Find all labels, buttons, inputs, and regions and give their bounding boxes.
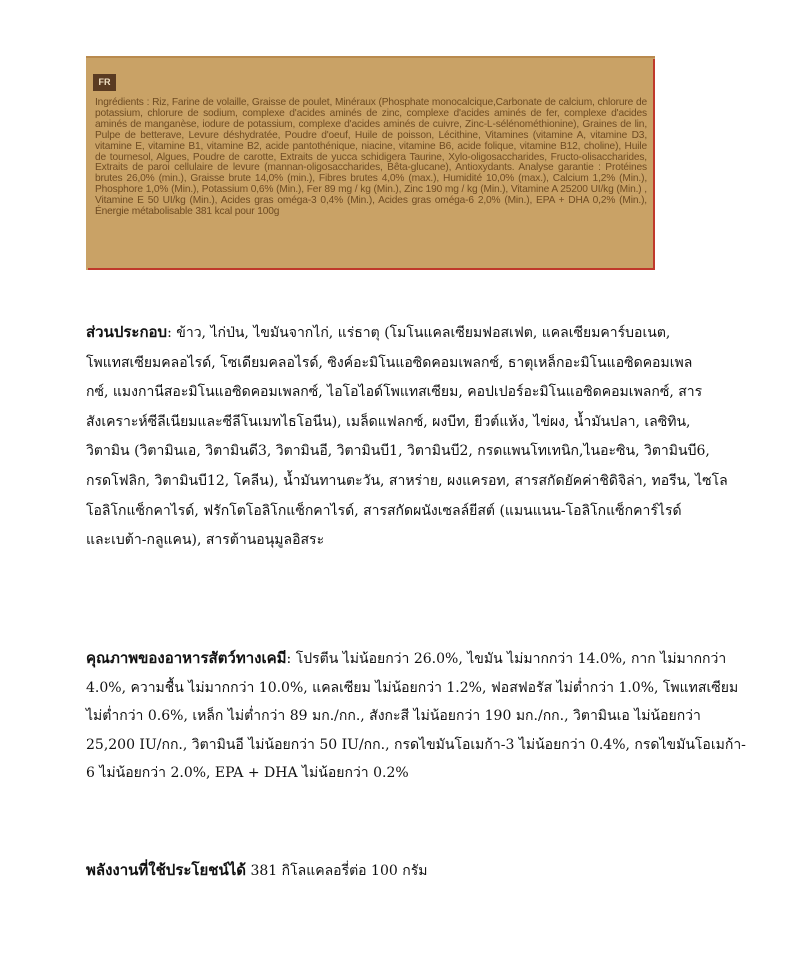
quality-line: ไม่ต่ำกว่า 0.6%, เหล็ก ไม่ต่ำกว่า 89 มก./กก., สังกะสี ไม่น้อยกว่า 190 มก./กก., วิตามินเอ ไม่น้อยกว่า: [86, 708, 701, 725]
energy-section: [86, 856, 746, 885]
ingredients-line: โอลิโกแซ็กคาไรด์, ฟรักโตโอลิโกแซ็กคาไรด์, สารสกัดผนังเซลล์ยีสต์ (แมนแนน-โอลิโกแซ็กคาร์ไรด์: [86, 502, 682, 519]
ingredients-line: ส่วนประกอบ: ข้าว, ไก่ป่น, ไขมันจากไก่, แร่ธาตุ (โมโนแคลเซียมฟอสเฟต, แคลเซียมคาร์บอเนต,: [86, 323, 671, 341]
french-label-image: [86, 56, 655, 270]
ingredients-line: วิตามิน (วิตามินเอ, วิตามินดี3, วิตามินอี, วิตามินบี1, วิตามินบี2, กรดแพนโทเทนิก,ไนอะซิน, วิตามินบี6,: [86, 443, 710, 460]
ingredients-line: กรดโฟลิก, วิตามินบี12, โคลีน), น้ำมันทานตะวัน, สาหร่าย, ผงแครอท, สารสกัดยัคค่าชิดิจิล่า, ทอรีน, ไซโล: [86, 472, 728, 489]
ingredients-line: กซ์, แมงกานีสอะมิโนแอซิดคอมเพลกซ์, ไอโอไอด์โพแทสเซียม, คอปเปอร์อะมิโนแอซิดคอมเพลกซ์, สาร: [86, 384, 703, 401]
quality-line: 4.0%, ความชื้น ไม่มากกว่า 10.0%, แคลเซียม ไม่น้อยกว่า 1.2%, ฟอสฟอรัส ไม่ต่ำกว่า 1.0%, โพแทสเซียม: [86, 679, 739, 696]
quality-line: 6 ไม่น้อยกว่า 2.0%, EPA + DHA ไม่น้อยกว่า 0.2%: [86, 765, 409, 782]
ingredients-heading: ส่วนประกอบ: [86, 323, 168, 341]
chemical-quality-section: [86, 644, 746, 788]
quality-line: คุณภาพของอาหารสัตว์ทางเคมี: โปรตีน ไม่น้อยกว่า 26.0%, ไขมัน ไม่มากกว่า 14.0%, กาก ไม่มากกว่า: [86, 649, 727, 667]
ingredients-line: และเบต้า-กลูแคน), สารต้านอนุมูลอิสระ: [86, 532, 325, 549]
ingredients-line: โพแทสเซียมคลอไรด์, โซเดียมคลอไรด์, ซิงค์อะมิโนแอซิดคอมเพลกซ์, ธาตุเหล็กอะมิโนแอซิดคอมเพล: [86, 354, 693, 371]
energy-heading: พลังงานที่ใช้ประโยชน์ได้: [86, 861, 246, 879]
energy-line: [86, 856, 746, 885]
french-ingredients-text: Ingrédients : Riz, Farine de volaille, Graisse de poulet, Minéraux (Phosphate monocalcique,Carbonate de calcium, chlorure de potassium, chlorure de sodium, complexe d'acides aminés de zinc, complexe d'acides aminés de fer, complexe d'acides aminés de manganèse, iodure de potassium, complexe d'acides aminés de cuivre, Zinc-L-sélénométhionine), Graines de lin, Pulpe de betterave, Levure déshydratée, Poudre d'oeuf, Huile de poisson, Lécithine, Vitamines (vitamine A, vitamine D3, vitamine E, vitamine B1, vitamine B2, acide pantothénique, niacine, vitamine B6, acide folique, vitamine B12, choline), Huile de tournesol, Algues, Poudre de carotte, Extraits de yucca schidigera Taurine, Xylo-oligosaccharides, Fructo-olisaccharides, Extraits de paroi cellulaire de levure (mannan-oligosaccharides, Bêta-glucane), Antioxydants. Analyse garantie : Protéines brutes 26,0% (min.), Graisse brute 14,0% (min.), Fibres brutes 4,0% (max.), Humidité 10,0% (max.), Calcium 1,2% (Min.), Phosphore 1,0% (Min.), Potassium 0,6% (Min.), Fer 89 mg / kg (Min.), Zinc 190 mg / kg (Min.), Vitamine A 25200 UI/kg (Min.) , Vitamine E 50 UI/kg (Min.), Acides gras oméga-3 0,4% (Min.), Acides gras oméga-6 2,0% (Min.), EPA + DHA 0,2% (Min.), Énergie métabolisable 381 kcal pour 100g: [95, 97, 647, 218]
energy-value: 381 กิโลแคลอรี่ต่อ 100 กรัม: [246, 863, 428, 879]
quality-heading: คุณภาพของอาหารสัตว์ทางเคมี: [86, 649, 287, 667]
language-badge: FR: [93, 74, 116, 91]
ingredients-section: [86, 318, 746, 556]
ingredients-line: สังเคราะห์ซีลีเนียมและซีลีโนเมทไธโอนีน), เมล็ดแฟลกซ์, ผงบีท, ยีวต์แห้ง, ไข่ผง, น้ำมันปลา, เลซิทิน,: [86, 413, 691, 430]
quality-line: 25,200 IU/กก., วิตามินอี ไม่น้อยกว่า 50 IU/กก., กรดไขมันโอเมก้า-3 ไม่น้อยกว่า 0.4%, กรดไขมันโอเมก้า-: [86, 736, 746, 753]
